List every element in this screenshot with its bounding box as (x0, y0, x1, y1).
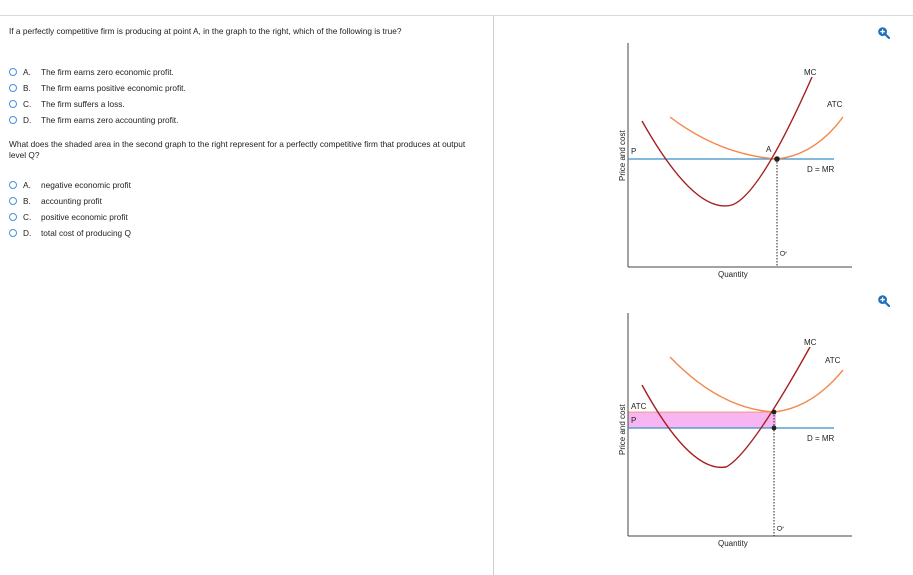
q1-option-c[interactable] (9, 98, 125, 110)
option-letter: A. (23, 180, 31, 190)
question-1-text: If a perfectly competitive firm is producing at point A, in the graph to the right, which of the following is true? (9, 26, 402, 36)
q2-option-d[interactable] (9, 227, 131, 239)
zoom-in-icon[interactable] (877, 26, 890, 39)
radio-icon[interactable] (9, 197, 17, 205)
q2-option-a[interactable] (9, 179, 131, 191)
option-label: The firm suffers a loss. (41, 99, 125, 109)
zoom-in-icon[interactable] (877, 294, 890, 307)
option-label: positive economic profit (41, 212, 128, 222)
q1-option-b[interactable] (9, 82, 186, 94)
option-label: The firm earns zero accounting profit. (41, 115, 179, 125)
q1-option-d[interactable] (9, 114, 178, 126)
point-a-label: A (766, 145, 772, 154)
option-letter: B. (23, 196, 31, 206)
option-label: The firm earns positive economic profit. (41, 83, 186, 93)
x-axis-label: Quantity (718, 270, 748, 279)
option-letter: D. (23, 228, 32, 238)
top-rule (0, 15, 913, 16)
radio-icon[interactable] (9, 229, 17, 237)
option-letter: C. (23, 212, 32, 222)
graph-1 (600, 35, 870, 285)
mc-curve (642, 347, 810, 467)
radio-icon[interactable] (9, 181, 17, 189)
q-label: Q (777, 525, 784, 531)
radio-icon[interactable] (9, 68, 17, 76)
radio-icon[interactable] (9, 84, 17, 92)
question-2-text: What does the shaded area in the second graph to the right represent for a perfectly competitive firm that produces at output level Q? (9, 139, 466, 160)
atc-curve (670, 117, 843, 159)
radio-icon[interactable] (9, 100, 17, 108)
atc-label: ATC (825, 356, 841, 365)
option-label: total cost of producing Q (41, 228, 131, 238)
p-label: P (631, 147, 637, 156)
shaded-area (628, 412, 776, 428)
p-label: P (631, 416, 637, 425)
mc-label: MC (804, 338, 817, 347)
mr-point-marker (772, 426, 777, 431)
demand-mr-label: D = MR (807, 434, 835, 443)
q-label: Q (780, 250, 787, 256)
atc-axis-label: ATC (631, 402, 647, 411)
radio-icon[interactable] (9, 116, 17, 124)
option-letter: D. (23, 115, 32, 125)
x-axis-label: Quantity (718, 539, 748, 548)
y-axis-label: Price and cost (618, 130, 627, 181)
option-letter: C. (23, 99, 32, 109)
q2-option-c[interactable] (9, 211, 128, 223)
y-axis-label: Price and cost (618, 404, 627, 455)
column-divider (493, 16, 494, 575)
option-letter: A. (23, 67, 31, 77)
point-a-marker (774, 156, 780, 162)
graph-2 (600, 305, 870, 555)
atc-point-marker (772, 410, 777, 415)
q1-option-a[interactable] (9, 66, 174, 78)
atc-curve (670, 357, 843, 412)
option-letter: B. (23, 83, 31, 93)
radio-icon[interactable] (9, 213, 17, 221)
mc-curve (642, 77, 812, 206)
mc-label: MC (804, 68, 817, 77)
q2-option-b[interactable] (9, 195, 102, 207)
option-label: The firm earns zero economic profit. (41, 67, 174, 77)
option-label: negative economic profit (41, 180, 131, 190)
demand-mr-label: D = MR (807, 165, 835, 174)
option-label: accounting profit (41, 196, 102, 206)
atc-label: ATC (827, 100, 843, 109)
